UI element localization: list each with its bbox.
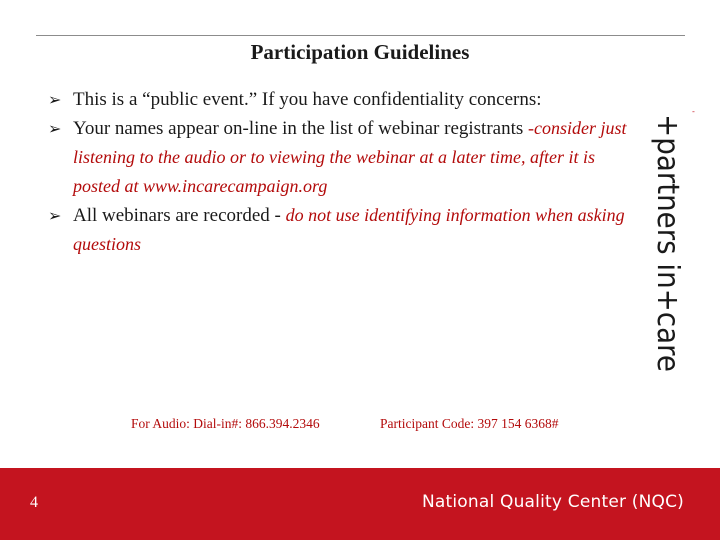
arrow-bullet-icon: ➢: [48, 206, 62, 225]
bullet-note: do not use identifying information when asking questions: [73, 205, 625, 254]
bullet-item: [48, 201, 633, 259]
bullet-list: [48, 85, 633, 259]
organization-name: National Quality Center (NQC): [421, 492, 684, 512]
partners-in-care-logo: [640, 107, 700, 394]
bullet-item: [48, 85, 633, 114]
logo-text: +partners in+care: [650, 114, 685, 394]
bullet-item: [48, 114, 633, 201]
bullet-text: Your names appear on-line in the list of webinar registrants: [73, 118, 524, 139]
bullet-note: -consider just listening to the audio or to viewing the webinar at a later time, after it is posted at www.incarecampaign.org: [73, 118, 627, 196]
bullet-text: This is a “public event.” If you have confidentiality concerns:: [73, 89, 542, 110]
participant-code: Participant Code: 397 154 6368#: [380, 416, 559, 431]
slide-title: Participation Guidelines: [250, 40, 470, 64]
page-number: 4: [30, 494, 38, 511]
audio-dial-in: For Audio: Dial-in#: 866.394.2346: [131, 416, 320, 431]
arrow-bullet-icon: ➢: [48, 90, 62, 109]
bullet-dash: -: [269, 205, 286, 226]
arrow-bullet-icon: ➢: [48, 119, 62, 138]
bullet-text: All webinars are recorded: [73, 205, 270, 226]
logo-mark: -: [692, 107, 695, 116]
top-divider: [36, 35, 685, 36]
